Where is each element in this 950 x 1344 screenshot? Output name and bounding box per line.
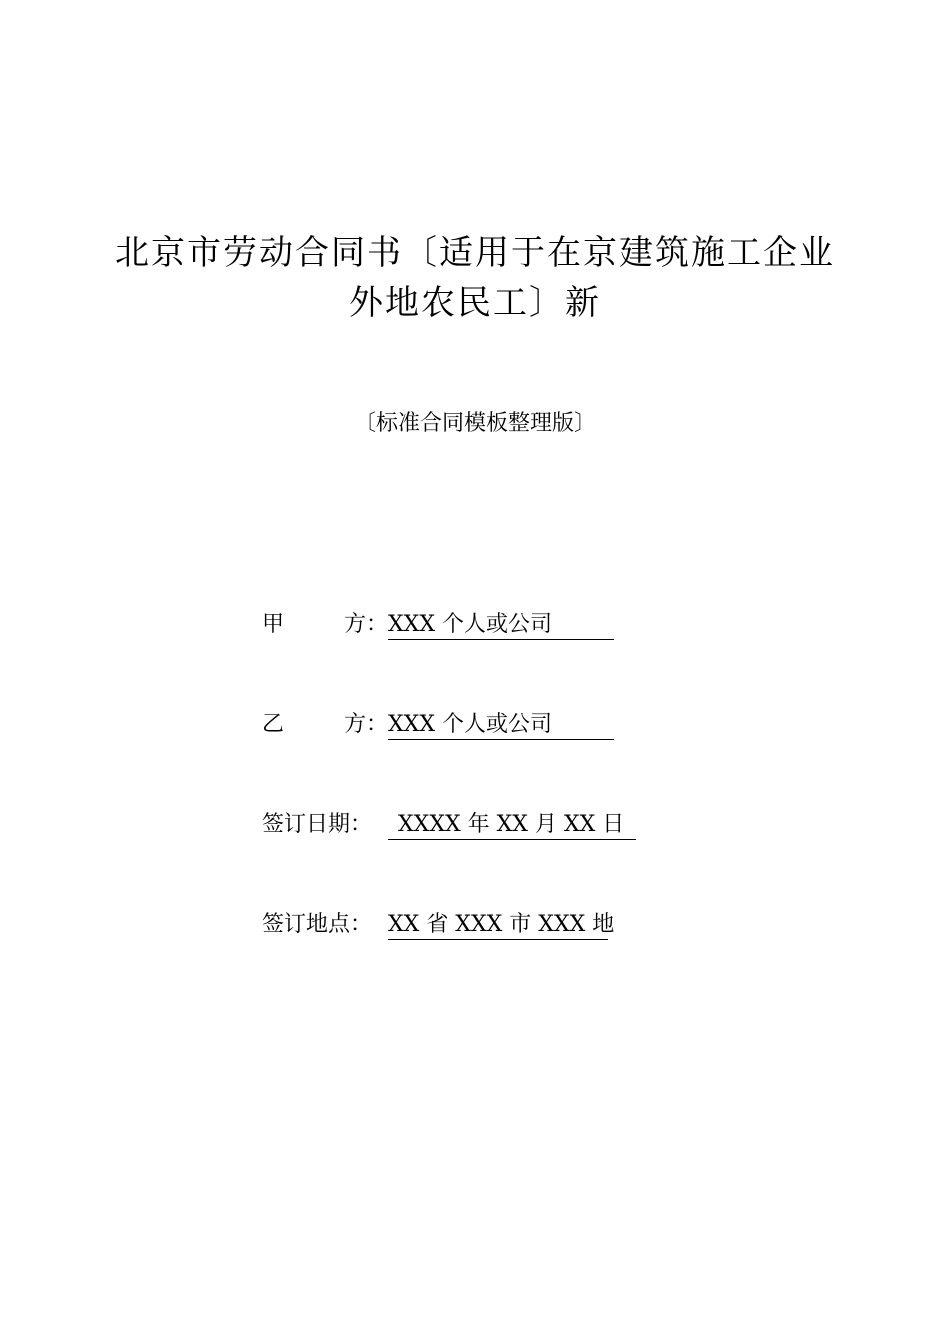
sign-place-label: 签订地点： (262, 912, 373, 937)
sign-place-value: XX 省 XXX 市 XXX 地 (388, 911, 608, 940)
sign-date-label: 签订日期： (262, 812, 373, 837)
party-b-value: XXX 个人或公司 (388, 711, 614, 740)
document-title-line-1: 北京市劳动合同书〔适用于在京建筑施工企业 (115, 233, 835, 273)
document-subtitle: 〔标准合同模板整理版〕 (353, 411, 596, 436)
sign-date-row (262, 809, 636, 841)
party-a-label-first: 甲 (262, 612, 285, 637)
party-a-row (262, 609, 614, 641)
party-b-label (262, 709, 366, 741)
document-title-line-2: 外地农民工〕新 (349, 283, 601, 323)
party-a-label (262, 609, 366, 641)
party-b-row (262, 709, 614, 741)
sign-date-value: XXXX 年 XX 月 XX 日 (388, 811, 636, 840)
party-a-value: XXX 个人或公司 (388, 611, 614, 640)
party-b-label-first: 乙 (262, 712, 285, 737)
sign-place-row (262, 909, 615, 941)
party-a-colon: ： (366, 612, 389, 637)
party-b-colon: ： (366, 712, 389, 737)
party-a-label-second: 方 (343, 612, 366, 637)
party-b-label-second: 方 (343, 712, 366, 737)
